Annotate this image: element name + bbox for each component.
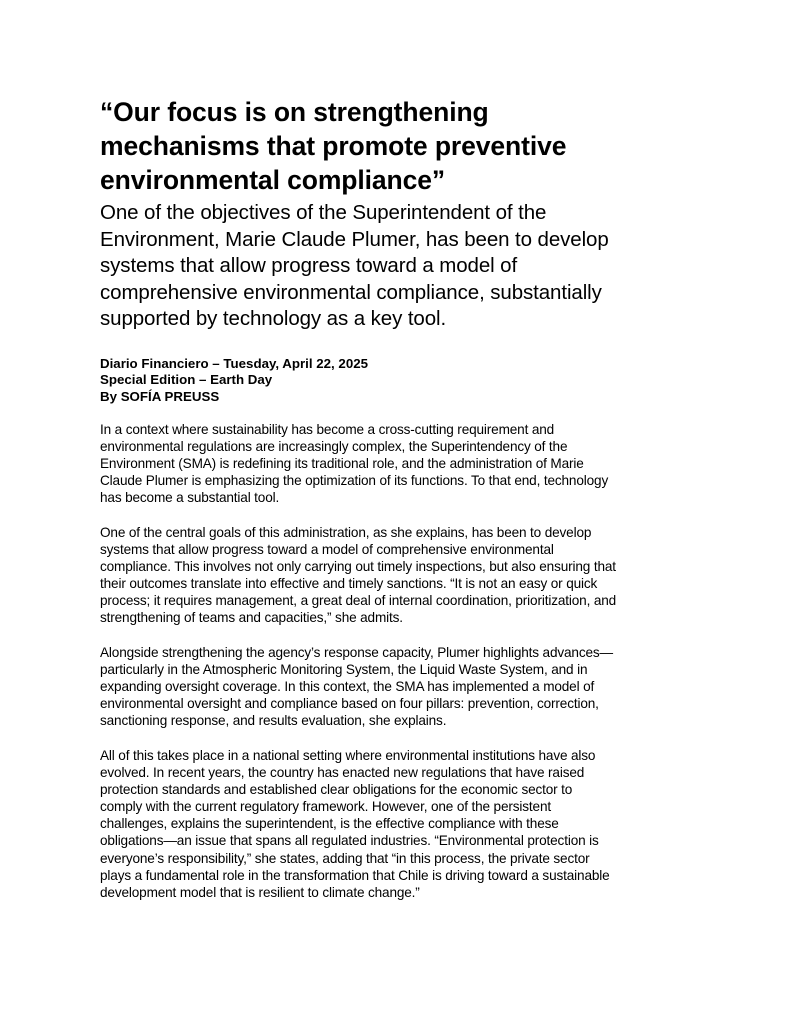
paragraph-line: Alongside strengthening the agency’s response capacity, Plumer highlights advances— [100, 645, 613, 661]
paragraph-line: obligations—an issue that spans all regulated industries. “Environmental protection is [100, 833, 599, 849]
paragraph-line: challenges, explains the superintendent, is the effective compliance with these [100, 816, 559, 832]
paragraph-line: All of this takes place in a national setting where environmental institutions have also [100, 748, 596, 763]
paragraph-line: particularly in the Atmospheric Monitoring System, the Liquid Waste System, and in [100, 662, 588, 678]
paragraph-line: their outcomes translate into effective and timely sanctions. “It is not an easy or quick [100, 576, 598, 592]
publication-line: Diario Financiero – Tuesday, April 22, 2025 [100, 355, 369, 371]
body-paragraph-4 [100, 747, 740, 901]
paragraph-line: comply with the current regulatory framework. However, one of the persistent [100, 799, 551, 815]
paragraph-line: strengthening of teams and capacities,” she admits. [100, 610, 403, 626]
article-body [100, 421, 740, 901]
paragraph-line: expanding oversight coverage. In this context, the SMA has implemented a model of [100, 679, 595, 695]
paragraph-line: environmental oversight and compliance based on four pillars: prevention, correction, [100, 696, 599, 712]
deck-line: systems that allow progress toward a model of [100, 254, 518, 277]
paragraph-line: everyone’s responsibility,” she states, adding that “in this process, the private sector [100, 850, 590, 866]
edition-line: Special Edition – Earth Day [100, 372, 273, 387]
body-paragraph-2 [100, 524, 740, 627]
paragraph-line: protection standards and established clear obligations for the economic sector to [100, 782, 573, 798]
paragraph-line: evolved. In recent years, the country has enacted new regulations that have raised [100, 765, 585, 781]
paragraph-line: In a context where sustainability has become a cross-cutting requirement and [100, 422, 555, 437]
deck-line: supported by technology as a key tool. [100, 307, 447, 330]
paragraph-line: process; it requires management, a great deal of internal coordination, prioritization, and [100, 593, 617, 609]
paragraph-line: One of the central goals of this administration, as she explains, has been to develop [100, 524, 592, 540]
body-paragraph-3 [100, 644, 740, 729]
headline-line: “Our focus is on strengthening [100, 97, 489, 127]
article-deck [100, 200, 740, 333]
paragraph-line: Environment (SMA) is redefining its traditional role, and the administration of Marie [100, 456, 584, 472]
paragraph-line: sanctioning response, and results evaluation, she explains. [100, 713, 447, 729]
deck-line: Environment, Marie Claude Plumer, has been to develop [100, 227, 609, 251]
paragraph-line: has become a substantial tool. [100, 490, 280, 506]
headline-line: mechanisms that promote preventive [100, 131, 567, 161]
deck-line: comprehensive environmental compliance, substantially [100, 280, 602, 304]
deck-line: One of the objectives of the Superintendent of the [100, 201, 547, 224]
paragraph-line: systems that allow progress toward a model of comprehensive environmental [100, 542, 554, 558]
article-meta [100, 356, 740, 406]
body-paragraph-1 [100, 421, 740, 506]
paragraph-line: Claude Plumer is emphasizing the optimization of its functions. To that end, technology [100, 473, 609, 489]
headline-line: environmental compliance” [100, 165, 446, 195]
article [100, 95, 740, 918]
paragraph-line: compliance. This involves not only carrying out timely inspections, but also ensuring that [100, 559, 616, 575]
paragraph-line: environmental regulations are increasingly complex, the Superintendency of the [100, 439, 568, 455]
paragraph-line: development model that is resilient to climate change.” [100, 884, 420, 900]
article-headline [100, 95, 740, 197]
paragraph-line: plays a fundamental role in the transformation that Chile is driving toward a sustainable [100, 867, 610, 883]
byline: By SOFÍA PREUSS [100, 388, 220, 404]
